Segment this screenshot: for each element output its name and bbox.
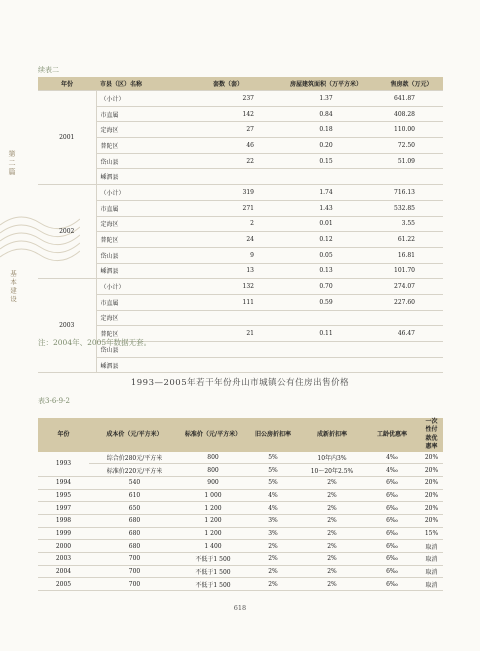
units-cell: 132 — [184, 279, 272, 295]
units-cell: 111 — [184, 294, 272, 310]
year-cell: 2003 — [38, 553, 89, 566]
new-discount-cell: 2% — [300, 553, 364, 566]
new-discount-cell: 10～20年2.5% — [300, 464, 364, 477]
seniority-cell: 4‰ — [364, 464, 420, 477]
revenue-cell — [380, 357, 443, 373]
table-row — [38, 247, 443, 263]
sidebar-part-title: 第二篇 — [8, 150, 16, 177]
new-discount-cell: 2% — [300, 502, 364, 515]
area-cell: 0.70 — [272, 279, 380, 295]
table-row — [38, 153, 443, 169]
sidebar-section-title: 基本建设 — [9, 270, 17, 304]
district-cell: （小计） — [96, 279, 184, 295]
district-cell: 定海区 — [96, 122, 184, 138]
standard-price-cell: 1 000 — [180, 489, 246, 502]
table-row — [38, 310, 443, 326]
standard-price-cell: 1 200 — [180, 527, 246, 540]
units-cell: 2 — [184, 216, 272, 232]
table-row — [38, 527, 443, 540]
table-row — [38, 169, 443, 185]
units-cell: 27 — [184, 122, 272, 138]
header-cost-price: 成本价（元/平方米） — [89, 418, 180, 452]
table-row — [38, 502, 443, 515]
year-cell: 2002 — [38, 185, 96, 279]
units-cell — [184, 342, 272, 358]
table-row — [38, 464, 443, 477]
old-discount-cell: 3% — [246, 515, 300, 528]
district-cell: 市直属 — [96, 200, 184, 216]
seniority-cell: 6‰ — [364, 578, 420, 591]
old-discount-cell: 2% — [246, 565, 300, 578]
seniority-cell: 6‰ — [364, 565, 420, 578]
old-discount-cell: 5% — [246, 476, 300, 489]
lump-sum-cell: 20% — [420, 502, 443, 515]
seniority-cell: 6‰ — [364, 489, 420, 502]
table-row — [38, 106, 443, 122]
header-lump-sum-discount: 一次性付款优惠率 — [420, 418, 443, 452]
lump-sum-cell: 20% — [420, 515, 443, 528]
cost-price-cell: 540 — [89, 476, 180, 489]
revenue-cell: 641.87 — [380, 91, 443, 107]
district-cell: 岱山县 — [96, 153, 184, 169]
lump-sum-cell: 20% — [420, 489, 443, 502]
year-cell: 1999 — [38, 527, 89, 540]
new-discount-cell: 10年内3% — [300, 452, 364, 464]
revenue-cell — [380, 169, 443, 185]
district-cell: 市直属 — [96, 294, 184, 310]
area-cell — [272, 342, 380, 358]
table-row — [38, 232, 443, 248]
revenue-cell: 274.07 — [380, 279, 443, 295]
revenue-cell: 408.28 — [380, 106, 443, 122]
lump-sum-cell: 取消 — [420, 578, 443, 591]
revenue-cell: 101.70 — [380, 263, 443, 279]
header-seniority-discount: 工龄优惠率 — [364, 418, 420, 452]
area-cell — [272, 169, 380, 185]
seniority-cell: 6‰ — [364, 540, 420, 553]
year-cell: 1995 — [38, 489, 89, 502]
district-cell: 嵊泗县 — [96, 263, 184, 279]
year-cell: 2000 — [38, 540, 89, 553]
seniority-cell: 4‰ — [364, 452, 420, 464]
standard-price-cell: 800 — [180, 452, 246, 464]
table-row — [38, 357, 443, 373]
district-cell: 普陀区 — [96, 232, 184, 248]
table2-label: 表3-6-9-2 — [38, 397, 70, 405]
table-row — [38, 263, 443, 279]
new-discount-cell: 2% — [300, 515, 364, 528]
district-cell: 普陀区 — [96, 326, 184, 342]
cost-price-cell: 610 — [89, 489, 180, 502]
old-discount-cell: 5% — [246, 464, 300, 477]
standard-price-cell: 不低于1 500 — [180, 565, 246, 578]
area-cell: 1.74 — [272, 185, 380, 201]
units-cell: 142 — [184, 106, 272, 122]
seniority-cell: 6‰ — [364, 476, 420, 489]
table-row — [38, 565, 443, 578]
header-revenue: 售房款（万元） — [380, 77, 443, 91]
year-cell: 1998 — [38, 515, 89, 528]
district-cell: 普陀区 — [96, 138, 184, 154]
old-discount-cell: 2% — [246, 540, 300, 553]
table-row — [38, 122, 443, 138]
price-table — [38, 418, 443, 591]
standard-price-cell: 1 200 — [180, 502, 246, 515]
header-year: 年份 — [38, 418, 89, 452]
cost-price-cell: 综合价280元/平方米 — [89, 452, 180, 464]
lump-sum-cell: 取消 — [420, 540, 443, 553]
units-cell — [184, 310, 272, 326]
seniority-cell: 6‰ — [364, 502, 420, 515]
cost-price-cell: 680 — [89, 540, 180, 553]
standard-price-cell: 900 — [180, 476, 246, 489]
table-row — [38, 138, 443, 154]
page-number: 618 — [233, 604, 247, 612]
revenue-cell: 51.09 — [380, 153, 443, 169]
header-units: 套数（套） — [184, 77, 272, 91]
revenue-cell: 46.47 — [380, 326, 443, 342]
district-cell: 市直属 — [96, 106, 184, 122]
area-cell: 0.11 — [272, 326, 380, 342]
district-cell: 嵊泗县 — [96, 169, 184, 185]
year-cell: 2004 — [38, 565, 89, 578]
year-cell: 1997 — [38, 502, 89, 515]
seniority-cell: 6‰ — [364, 527, 420, 540]
header-area: 房屋建筑面积（万平方米） — [272, 77, 380, 91]
year-cell: 2005 — [38, 578, 89, 591]
cost-price-cell: 680 — [89, 527, 180, 540]
standard-price-cell: 不低于1 500 — [180, 553, 246, 566]
revenue-cell: 532.85 — [380, 200, 443, 216]
area-cell: 1.43 — [272, 200, 380, 216]
units-cell: 9 — [184, 247, 272, 263]
new-discount-cell: 2% — [300, 565, 364, 578]
area-cell: 0.59 — [272, 294, 380, 310]
area-cell — [272, 310, 380, 326]
table-row — [38, 185, 443, 201]
standard-price-cell: 不低于1 500 — [180, 578, 246, 591]
year-cell: 1993 — [38, 452, 89, 477]
area-cell: 0.84 — [272, 106, 380, 122]
old-discount-cell: 4% — [246, 489, 300, 502]
area-cell: 0.15 — [272, 153, 380, 169]
cost-price-cell: 700 — [89, 553, 180, 566]
units-cell: 21 — [184, 326, 272, 342]
area-cell: 0.01 — [272, 216, 380, 232]
district-cell: 定海区 — [96, 310, 184, 326]
revenue-cell: 61.22 — [380, 232, 443, 248]
district-cell: （小计） — [96, 185, 184, 201]
year-cell: 2001 — [38, 91, 96, 185]
district-cell: （小计） — [96, 91, 184, 107]
header-new-discount: 成新折扣率 — [300, 418, 364, 452]
revenue-cell: 3.55 — [380, 216, 443, 232]
standard-price-cell: 800 — [180, 464, 246, 477]
new-discount-cell: 2% — [300, 578, 364, 591]
header-standard-price: 标准价（元/平方米） — [180, 418, 246, 452]
table-row — [38, 540, 443, 553]
lump-sum-cell: 20% — [420, 452, 443, 464]
table-row — [38, 476, 443, 489]
lump-sum-cell: 取消 — [420, 553, 443, 566]
header-district: 市县（区）名称 — [96, 77, 184, 91]
year-cell: 1994 — [38, 476, 89, 489]
units-cell: 319 — [184, 185, 272, 201]
table-note: 注：2004年、2005年数据无套。 — [38, 338, 152, 347]
table-row — [38, 91, 443, 107]
revenue-cell — [380, 310, 443, 326]
area-cell: 0.12 — [272, 232, 380, 248]
old-discount-cell: 2% — [246, 578, 300, 591]
units-cell — [184, 357, 272, 373]
lump-sum-cell: 取消 — [420, 565, 443, 578]
seniority-cell: 6‰ — [364, 515, 420, 528]
area-cell: 0.13 — [272, 263, 380, 279]
district-cell: 岱山县 — [96, 247, 184, 263]
area-cell — [272, 357, 380, 373]
area-cell: 0.05 — [272, 247, 380, 263]
district-cell: 定海区 — [96, 216, 184, 232]
new-discount-cell: 2% — [300, 527, 364, 540]
old-discount-cell: 2% — [246, 553, 300, 566]
table-row — [38, 279, 443, 295]
district-cell: 岱山县 — [96, 342, 184, 358]
cost-price-cell: 标准价220元/平方米 — [89, 464, 180, 477]
units-cell: 271 — [184, 200, 272, 216]
header-old-discount: 旧公房折扣率 — [246, 418, 300, 452]
area-cell: 0.18 — [272, 122, 380, 138]
area-cell: 0.20 — [272, 138, 380, 154]
new-discount-cell: 2% — [300, 476, 364, 489]
revenue-cell: 716.13 — [380, 185, 443, 201]
table-row — [38, 489, 443, 502]
table2-title: 1993—2005年若干年份舟山市城镇公有住房出售价格 — [130, 378, 350, 388]
seniority-cell: 6‰ — [364, 553, 420, 566]
lump-sum-cell: 20% — [420, 476, 443, 489]
table-row — [38, 216, 443, 232]
header-year: 年份 — [38, 77, 96, 91]
cost-price-cell: 700 — [89, 578, 180, 591]
cost-price-cell: 680 — [89, 515, 180, 528]
units-cell: 13 — [184, 263, 272, 279]
district-cell: 嵊泗县 — [96, 357, 184, 373]
table-row — [38, 578, 443, 591]
old-discount-cell: 4% — [246, 502, 300, 515]
table-row — [38, 515, 443, 528]
old-discount-cell: 3% — [246, 527, 300, 540]
old-discount-cell: 5% — [246, 452, 300, 464]
revenue-cell: 110.00 — [380, 122, 443, 138]
continued-label: 续表二 — [38, 66, 59, 74]
new-discount-cell: 2% — [300, 489, 364, 502]
units-cell: 24 — [184, 232, 272, 248]
new-discount-cell: 2% — [300, 540, 364, 553]
table-row — [38, 452, 443, 464]
cost-price-cell: 700 — [89, 565, 180, 578]
table-row — [38, 200, 443, 216]
cost-price-cell: 650 — [89, 502, 180, 515]
units-cell: 46 — [184, 138, 272, 154]
housing-sales-table — [38, 77, 443, 373]
units-cell — [184, 169, 272, 185]
standard-price-cell: 1 200 — [180, 515, 246, 528]
revenue-cell: 72.50 — [380, 138, 443, 154]
year-cell: 2003 — [38, 279, 96, 373]
lump-sum-cell: 15% — [420, 527, 443, 540]
area-cell: 1.37 — [272, 91, 380, 107]
table-row — [38, 294, 443, 310]
table-row — [38, 553, 443, 566]
revenue-cell: 16.81 — [380, 247, 443, 263]
units-cell: 237 — [184, 91, 272, 107]
revenue-cell — [380, 342, 443, 358]
units-cell: 22 — [184, 153, 272, 169]
lump-sum-cell: 20% — [420, 464, 443, 477]
revenue-cell: 227.60 — [380, 294, 443, 310]
standard-price-cell: 1 400 — [180, 540, 246, 553]
